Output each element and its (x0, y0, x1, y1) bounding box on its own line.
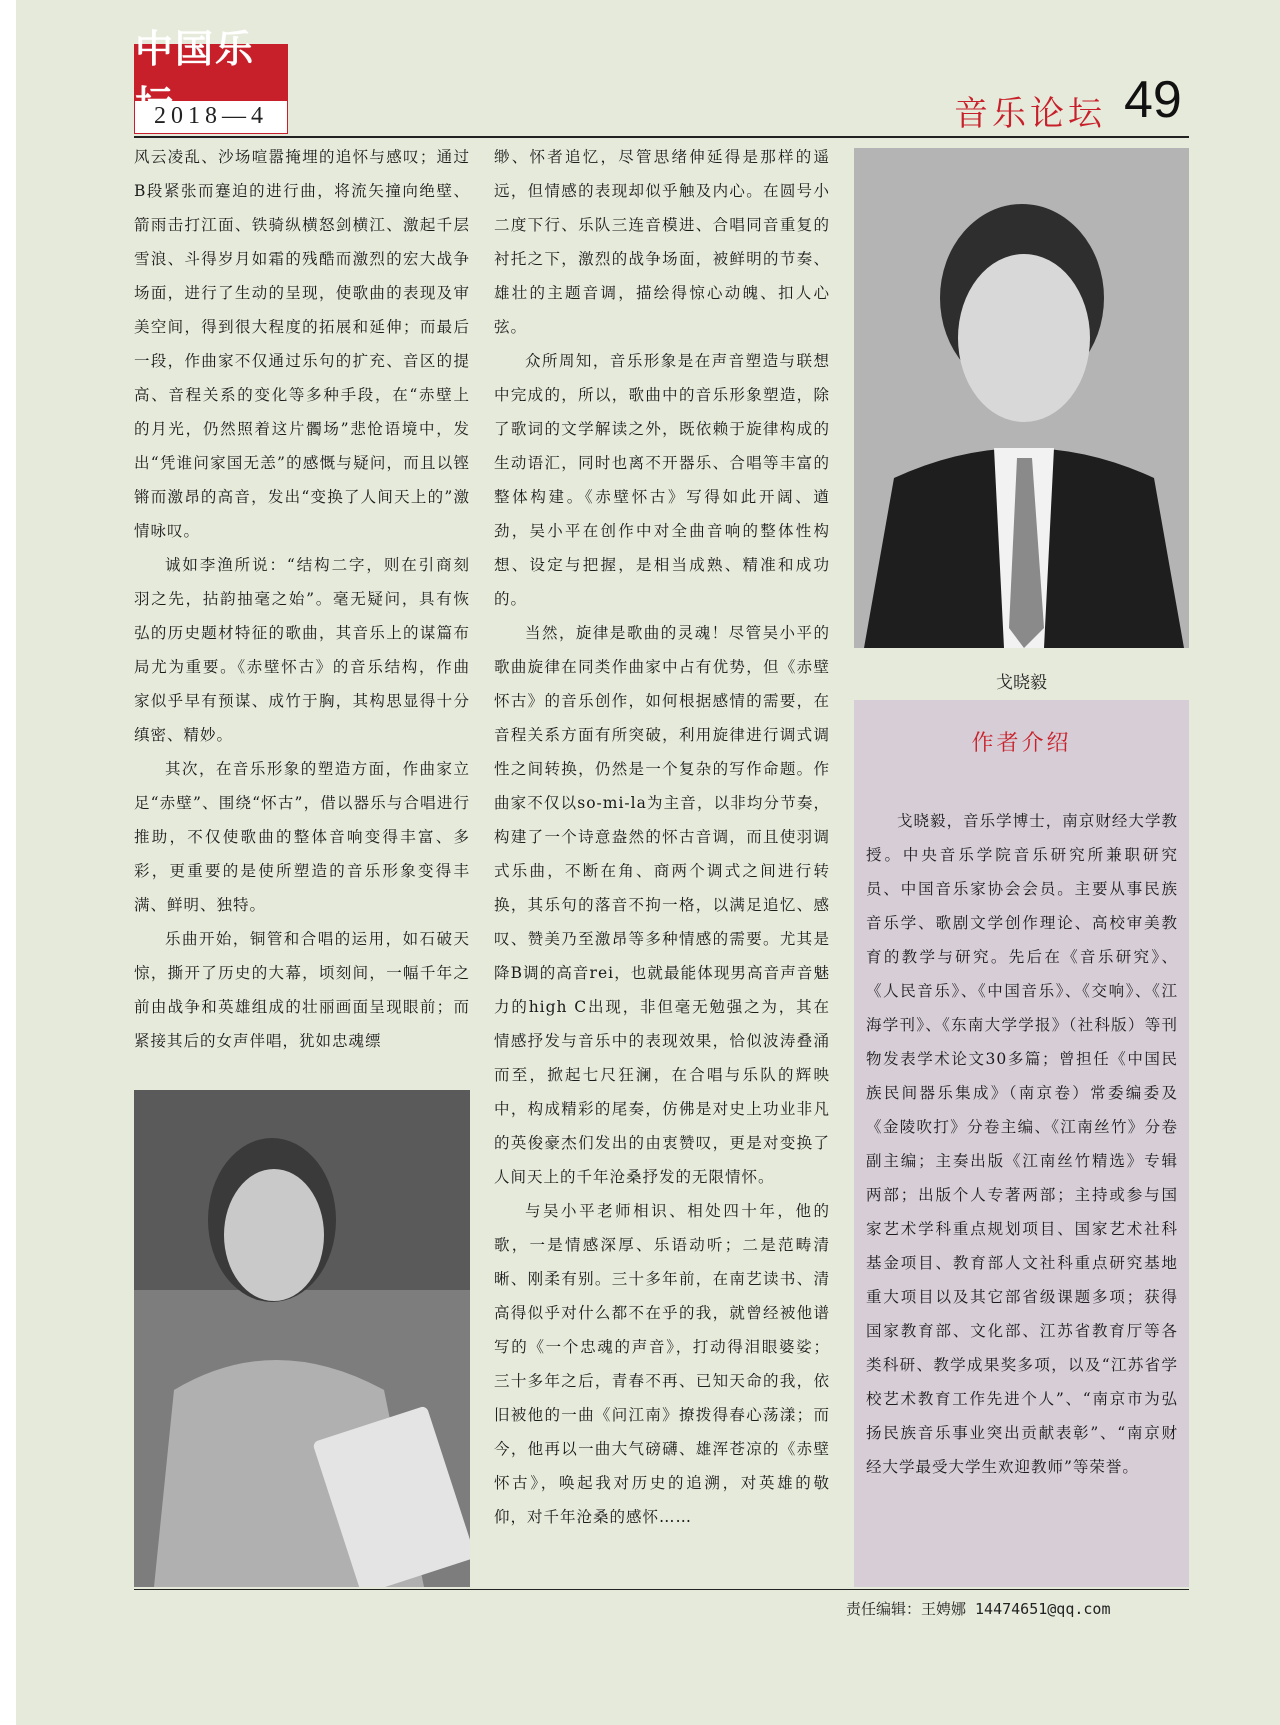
magazine-page (16, 0, 1280, 1725)
paragraph: 乐曲开始，铜管和合唱的运用，如石破天惊，撕开了历史的大幕，顷刻间，一幅千年之前由战争和英雄组成的壮丽画面呈现眼前；而紧接其后的女声伴唱，犹如忠魂缥 (134, 930, 470, 1050)
header-rule (134, 136, 1189, 138)
paragraph: 与吴小平老师相识、相处四十年，他的歌，一是情感深厚、乐语动听；二是范畴清晰、刚柔有别。三十多年前，在南艺读书、清高得似乎对什么都不在乎的我，就曾经被他谱写的《一个忠魂的声音》，打动得泪眼婆娑；三十多年之后，青春不再、已知天命的我，依旧被他的一曲《问江南》撩拨得春心荡漾；而今，他再以一曲大气磅礴、雄浑苍凉的《赤壁怀古》，唤起我对历史的追溯，对英雄的敬仰，对千年沧桑的感怀…… (494, 1202, 830, 1526)
editor-credit: 责任编辑：王娉娜 14474651@qq.com (846, 1600, 1111, 1618)
issue-number: 2018—4 (154, 103, 268, 129)
article-column-2 (494, 140, 830, 1534)
author-photo-caption: 戈晓毅 (996, 673, 1047, 693)
paragraph: 风云凌乱、沙场喧嚣掩埋的追怀与感叹；通过B段紧张而蹇迫的进行曲，将流矢撞向绝壁、箭雨击打江面、铁骑纵横怒剑横江、激起千层雪浪、斗得岁月如霜的残酷而激烈的宏大战争场面，进行了生动的呈现，使歌曲的表现及审美空间，得到很大程度的拓展和延伸；而最后一段，作曲家不仅通过乐句的扩充、音区的提高、音程关系的变化等多种手段，在“赤壁上的月光，仍然照着这片髑场”悲怆语境中，发出“凭谁问家国无恙”的感慨与疑问，而且以铿锵而激昂的高音，发出“变换了人间天上的”激情咏叹。 (134, 148, 470, 540)
paragraph: 众所周知，音乐形象是在声音塑造与联想中完成的，所以，歌曲中的音乐形象塑造，除了歌词的文学解读之外，既依赖于旋律构成的生动语汇，同时也离不开器乐、合唱等丰富的整体构建。《赤壁怀古》写得如此开阔、遒劲，吴小平在创作中对全曲音响的整体性构想、设定与把握，是相当成熟、精准和成功的。 (494, 352, 830, 608)
paragraph: 当然，旋律是歌曲的灵魂！尽管吴小平的歌曲旋律在同类作曲家中占有优势，但《赤壁怀古》的音乐创作，如何根据感情的需要，在音程关系方面有所突破，利用旋律进行调式调性之间转换，仍然是一个复杂的写作命题。作曲家不仅以so-mi-la为主音，以非均分节奏，构建了一个诗意盎然的怀古音调，而且使羽调式乐曲，不断在角、商两个调式之间进行转换，其乐句的落音不拘一格，以满足追忆、感叹、赞美乃至激昂等多种情感的需要。尤其是降B调的高音rei，也就最能体现男高音声音魅力的high C出现，非但毫无勉强之为，其在情感抒发与音乐中的表现效果，恰似波涛叠涌而至，掀起七尺狂澜，在合唱与乐队的辉映中，构成精彩的尾奏，仿佛是对史上功业非凡的英俊豪杰们发出的由衷赞叹，更是对变换了人间天上的千年沧桑抒发的无限情怀。 (494, 624, 830, 1186)
bio-text (866, 804, 1178, 1484)
logo-title: 中国乐坛 (135, 45, 287, 101)
magazine-logo (134, 26, 288, 134)
paragraph: 其次，在音乐形象的塑造方面，作曲家立足“赤壁”、围绕“怀古”，借以器乐与合唱进行推助，不仅使歌曲的整体音响变得丰富、多彩，更重要的是使所塑造的音乐形象变得丰满、鲜明、独特。 (134, 760, 470, 914)
author-photo-illustration (854, 148, 1189, 648)
bio-title: 作者介绍 (971, 731, 1072, 756)
bio-paragraph: 戈晓毅，音乐学博士，南京财经大学教授。中央音乐学院音乐研究所兼职研究员、中国音乐家协会会员。主要从事民族音乐学、歌剧文学创作理论、高校审美教育的教学与研究。先后在《音乐研究》、《人民音乐》、《中国音乐》、《交响》、《江海学刊》、《东南大学学报》（社科版）等刊物发表学术论文30多篇；曾担任《中国民族民间器乐集成》（南京卷）常委编委及《金陵吹打》分卷主编、《江南丝竹》分卷副主编；主奏出版《江南丝竹精选》专辑两部；出版个人专著两部；主持或参与国家艺术学科重点规划项目、国家艺术社科基金项目、教育部人文社科重点研究基地重大项目以及其它部省级课题多项；获得国家教育部、文化部、江苏省教育厅等各类科研、教学成果奖多项，以及“江苏省学校艺术教育工作先进个人”、“南京市为弘扬民族音乐事业突出贡献表彰”、“南京财经大学最受大学生欢迎教师”等荣誉。 (866, 812, 1178, 1476)
article-column-1 (134, 140, 470, 1058)
footer-rule (134, 1589, 1189, 1590)
composer-photo (134, 1090, 470, 1587)
paragraph: 诚如李渔所说：“结构二字，则在引商刻羽之先，拈韵抽毫之始”。毫无疑问，具有恢弘的历史题材特征的歌曲，其音乐上的谋篇布局尤为重要。《赤壁怀古》的音乐结构，作曲家似乎早有预谋、成竹于胸，其构思显得十分缜密、精妙。 (134, 556, 470, 744)
composer-photo-illustration (134, 1090, 470, 1587)
author-photo (854, 148, 1189, 648)
author-bio-box (854, 700, 1189, 1587)
page-number: 49 (1124, 71, 1182, 129)
section-title: 音乐论坛 (954, 94, 1106, 134)
paragraph: 缈、怀者追忆，尽管思绪伸延得是那样的遥远，但情感的表现却似乎触及内心。在圆号小二度下行、乐队三连音模进、合唱同音重复的衬托之下，激烈的战争场面，被鲜明的节奏、雄壮的主题音调，描绘得惊心动魄、扣人心弦。 (494, 148, 830, 336)
